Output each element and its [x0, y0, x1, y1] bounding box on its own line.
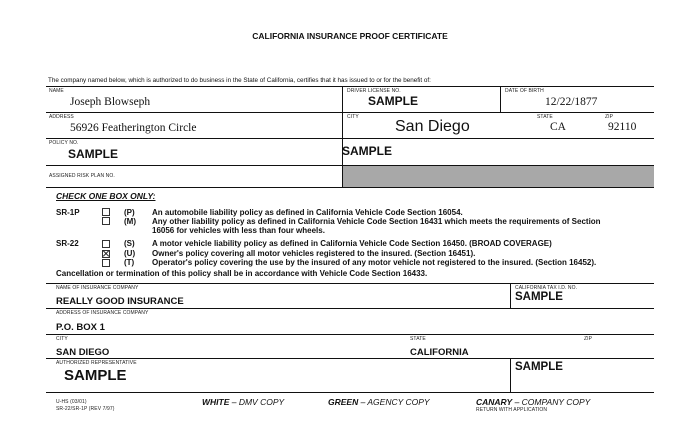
tax-id-field[interactable]: SAMPLE	[515, 291, 563, 303]
company-zip-label: ZIP	[584, 336, 593, 342]
green-copy	[328, 397, 430, 407]
city-label: CITY	[347, 114, 359, 120]
sr1p-m-text: Any other liability policy as defined in California Vehicle Code Section 16431 which meets the requirements of Section	[152, 217, 601, 226]
intro-text: The company named below, which is authorized to do business in the State of California, certifies that it has issued to or for the benefit of:	[48, 77, 431, 84]
company-address-field[interactable]: P.O. BOX 1	[56, 322, 105, 333]
sr22-s-checkbox[interactable]	[102, 240, 110, 248]
company-city-field[interactable]: SAN DIEGO	[56, 347, 110, 358]
state-field[interactable]: CA	[550, 121, 566, 133]
zip-label: ZIP	[605, 114, 614, 120]
rep-right-field[interactable]: SAMPLE	[515, 361, 563, 373]
rep-label: AUTHORIZED REPRESENTATIVE	[56, 360, 137, 366]
white-copy-color: WHITE	[202, 397, 230, 407]
sr22-u-checkbox[interactable]	[102, 250, 110, 258]
address-label: ADDRESS	[49, 114, 74, 120]
form-number-2: SR-22/SR-1P (REV 7/97)	[56, 406, 115, 412]
zip-field[interactable]: 92110	[608, 121, 637, 133]
check-heading: CHECK ONE BOX ONLY:	[56, 191, 156, 201]
page-title: CALIFORNIA INSURANCE PROOF CERTIFICATE	[252, 31, 448, 41]
tax-id-label: CALIFORNIA TAX I.D. NO.	[515, 285, 578, 291]
license-field[interactable]: SAMPLE	[368, 94, 419, 108]
policy-label: POLICY NO.	[49, 140, 79, 146]
policy-right-field[interactable]: SAMPLE	[342, 144, 393, 158]
company-address-label: ADDRESS OF INSURANCE COMPANY	[56, 310, 149, 316]
green-copy-dest: – AGENCY COPY	[358, 397, 430, 407]
canary-copy	[476, 397, 590, 407]
dob-field[interactable]: 12/22/1877	[545, 96, 598, 108]
sr22-s-code: (S)	[124, 239, 135, 248]
city-field[interactable]: San Diego	[395, 118, 470, 135]
canary-copy-color: CANARY	[476, 397, 513, 407]
risk-plan-shaded-field	[343, 166, 654, 187]
sr22-u-text: Owner's policy covering all motor vehicles registered to the insured. (Section 16451).	[152, 249, 476, 258]
company-state-field[interactable]: CALIFORNIA	[410, 347, 469, 358]
sr22-label: SR-22	[56, 239, 79, 248]
sr1p-p-text: An automobile liability policy as defined in California Vehicle Code Section 16054.	[152, 208, 463, 217]
company-state-label: STATE	[410, 336, 426, 342]
risk-plan-label: ASSIGNED RISK PLAN NO.	[49, 173, 115, 179]
company-name-field[interactable]: REALLY GOOD INSURANCE	[56, 296, 184, 307]
sr1p-m-code: (M)	[124, 217, 136, 226]
sr1p-m-checkbox[interactable]	[102, 217, 110, 225]
white-copy-dest: – DMV COPY	[229, 397, 285, 407]
address-field[interactable]: 56926 Featherington Circle	[70, 122, 197, 134]
policy-field[interactable]: SAMPLE	[68, 147, 119, 161]
rep-field[interactable]: SAMPLE	[64, 367, 127, 384]
sr22-s-text: A motor vehicle liability policy as defined in California Vehicle Code Section 16450. (BROAD COVERAGE)	[152, 239, 552, 248]
license-label: DRIVER LICENSE NO.	[347, 88, 401, 94]
dob-label: DATE OF BIRTH	[505, 88, 544, 94]
state-label: STATE	[537, 114, 553, 120]
sr1p-p-checkbox[interactable]	[102, 208, 110, 216]
sr1p-label: SR-1P	[56, 208, 80, 217]
sr1p-m-text-cont: 16056 for vehicles with less than four wheels.	[152, 226, 325, 235]
sr22-t-text: Operator's policy covering the use by the insured of any motor vehicle not registered to the insured. (Section 16452).	[152, 258, 597, 267]
sr22-t-code: (T)	[124, 258, 135, 267]
white-copy	[202, 397, 284, 407]
canary-copy-dest: – COMPANY COPY	[512, 397, 591, 407]
name-field[interactable]: Joseph Blowseph	[70, 96, 151, 108]
sr1p-p-code: (P)	[124, 208, 135, 217]
name-label: NAME	[49, 88, 64, 94]
company-city-label: CITY	[56, 336, 68, 342]
form-number-1: U-HS (03/01)	[56, 399, 87, 405]
green-copy-color: GREEN	[328, 397, 359, 407]
sr22-t-checkbox[interactable]	[102, 259, 110, 267]
sr22-u-code: (U)	[124, 249, 136, 258]
canary-note: RETURN WITH APPLICATION	[476, 407, 548, 413]
company-name-label: NAME OF INSURANCE COMPANY	[56, 285, 139, 291]
cancellation-text: Cancellation or termination of this policy shall be in accordance with Vehicle Code Section 16433.	[56, 269, 428, 278]
